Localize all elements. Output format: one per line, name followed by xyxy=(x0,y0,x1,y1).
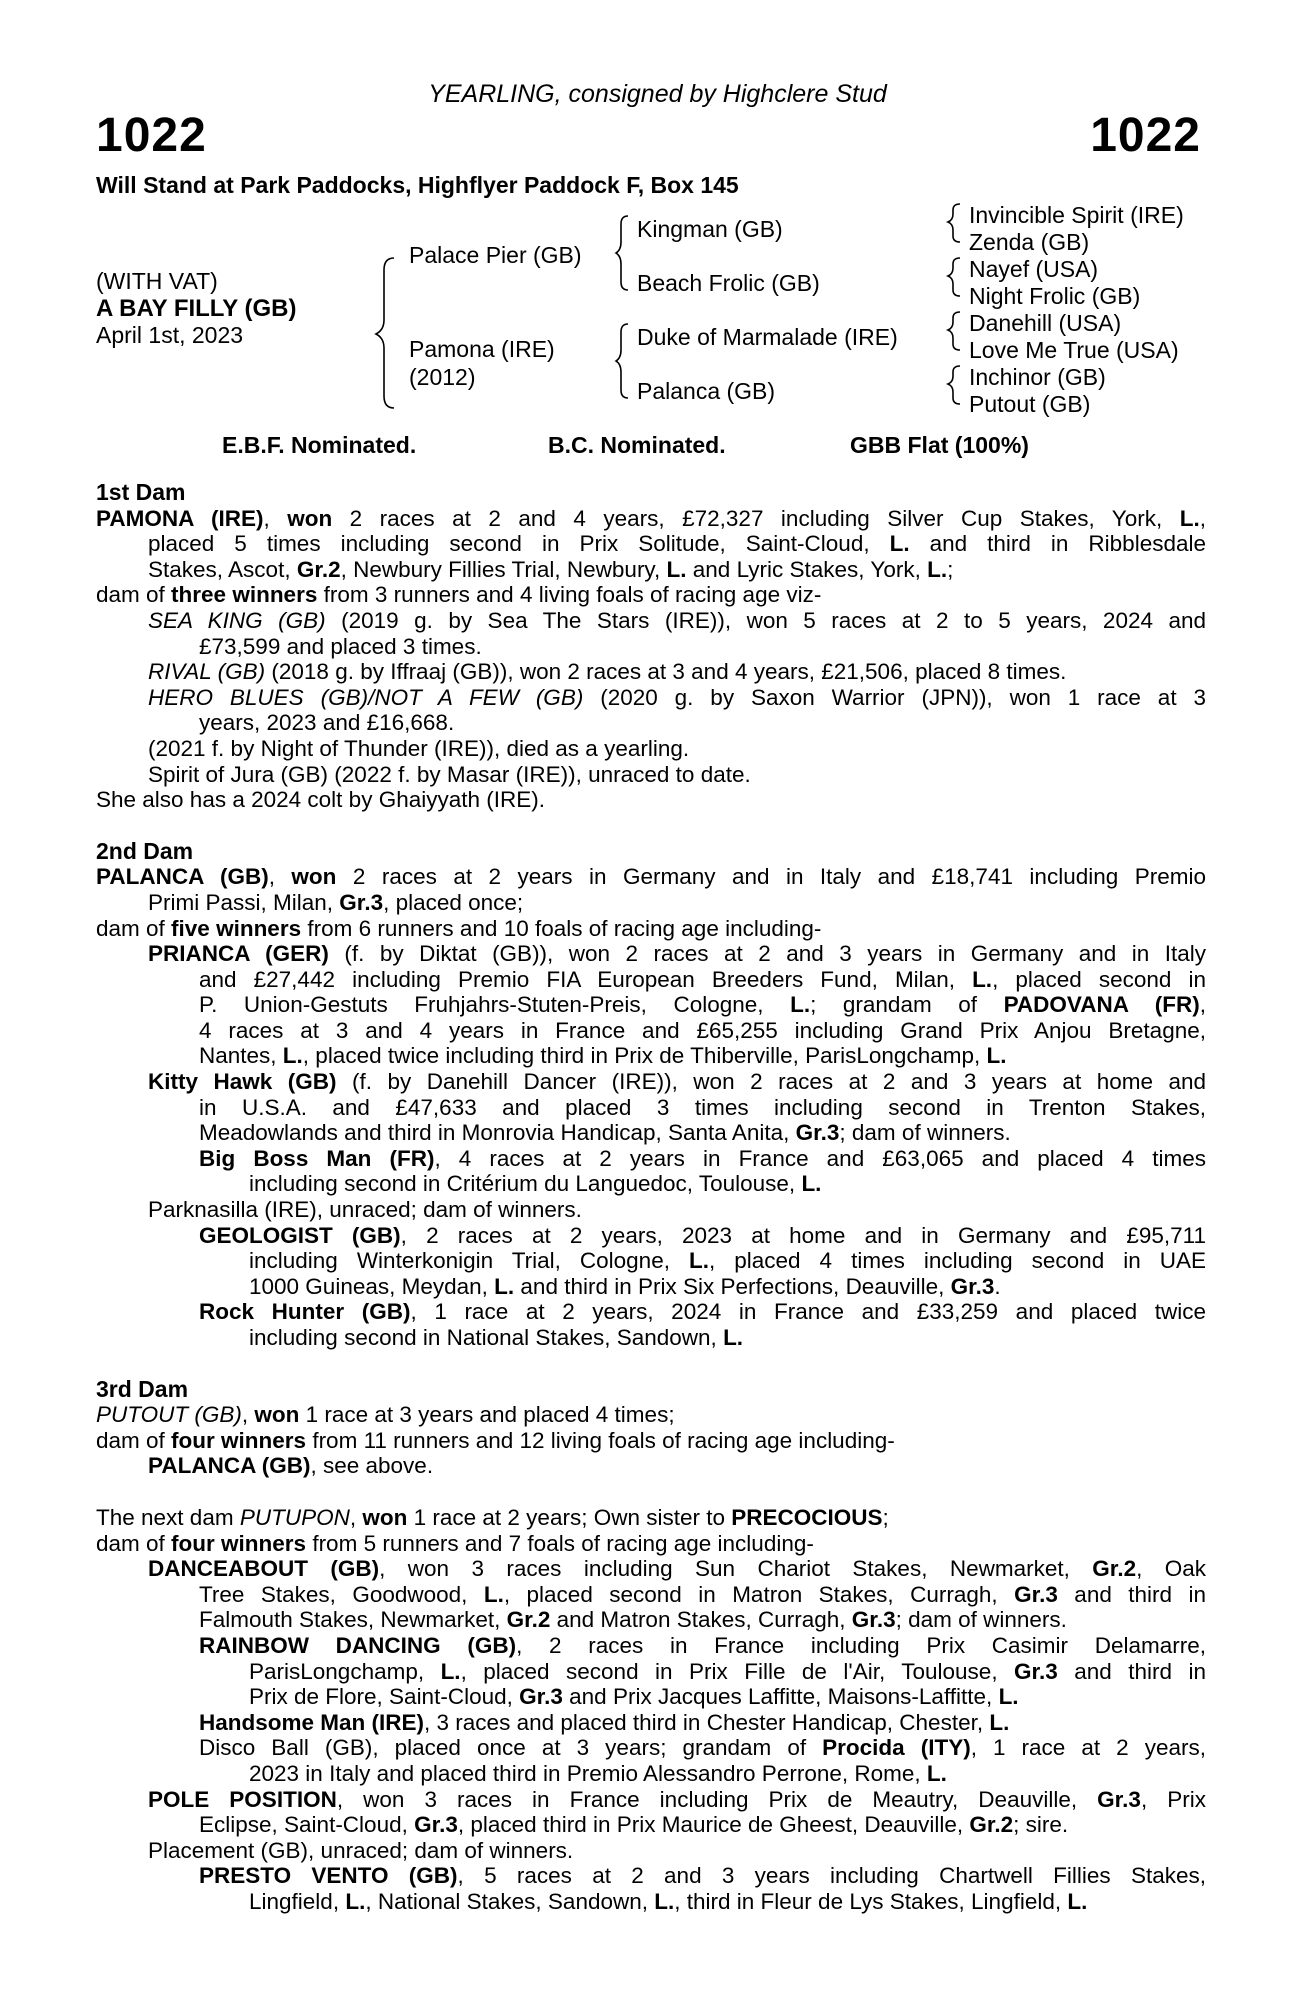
next-dam-line: Disco Ball (GB), placed once at 3 years; grandam of Procida (ITY), 1 race at 2 years, xyxy=(199,1735,1206,1761)
bracket-sire xyxy=(616,216,628,290)
pedigree-g6: Love Me True (USA) xyxy=(969,337,1179,363)
bracket-g12 xyxy=(948,204,960,242)
pedigree-g7: Inchinor (GB) xyxy=(969,364,1106,390)
third-dam-line: PUTOUT (GB), won 1 race at 3 years and placed 4 times; xyxy=(96,1402,675,1428)
first-dam-line: SEA KING (GB) (2019 g. by Sea The Stars (IRE)), won 5 races at 2 to 5 years, 2024 and xyxy=(148,607,1206,633)
bc-nomination: B.C. Nominated. xyxy=(548,432,726,458)
next-dam-line: DANCEABOUT (GB), won 3 races including Sun Chariot Stakes, Newmarket, Gr.2, Oak xyxy=(148,1556,1206,1582)
second-dam-line: including second in National Stakes, Sandown, L. xyxy=(249,1325,744,1350)
first-dam-line: £73,599 and placed 3 times. xyxy=(199,633,482,659)
first-dam-line: RIVAL (GB) (2018 g. by Iffraaj (GB)), won 2 races at 3 and 4 years, £21,506, placed 8 times. xyxy=(148,659,1067,685)
pedigree-sire-dam: Beach Frolic (GB) xyxy=(637,270,820,296)
next-dam-line: POLE POSITION, won 3 races in France including Prix de Meautry, Deauville, Gr.3, Prix xyxy=(148,1786,1206,1812)
pedigree-g4: Night Frolic (GB) xyxy=(969,283,1141,309)
bracket-g56 xyxy=(948,312,960,350)
subject-name: A BAY FILLY (GB) xyxy=(96,295,297,322)
pedigree-g8: Putout (GB) xyxy=(969,391,1091,417)
next-dam-line: RAINBOW DANCING (GB), 2 races in France including Prix Casimir Delamarre, xyxy=(199,1632,1207,1658)
next-dam-line: Prix de Flore, Saint-Cloud, Gr.3 and Prix Jacques Laffitte, Maisons-Laffitte, L. xyxy=(249,1684,1019,1710)
next-dam-line: PRESTO VENTO (GB), 5 races at 2 and 3 years including Chartwell Fillies Stakes, xyxy=(199,1863,1206,1889)
pedigree-brackets xyxy=(0,0,1315,440)
vat-note: (WITH VAT) xyxy=(96,268,218,294)
pedigree-g5: Danehill (USA) xyxy=(969,310,1122,336)
next-dam-line: Lingfield, L., National Stakes, Sandown, L., third in Fleur de Lys Stakes, Lingfield, L. xyxy=(249,1888,1088,1914)
next-dam-line: Falmouth Stakes, Newmarket, Gr.2 and Matron Stakes, Curragh, Gr.3; dam of winners. xyxy=(199,1607,1067,1633)
next-dam-line: Handsome Man (IRE), 3 races and placed third in Chester Handicap, Chester, L. xyxy=(199,1709,1010,1735)
second-dam-line: Parknasilla (IRE), unraced; dam of winners. xyxy=(148,1197,582,1223)
stabling-location: Will Stand at Park Paddocks, Highflyer Paddock F, Box 145 xyxy=(96,172,739,198)
third-dam-heading: 3rd Dam xyxy=(96,1375,189,1402)
second-dam-line: Kitty Hawk (GB) (f. by Danehill Dancer (IRE)), won 2 races at 2 and 3 years at home and xyxy=(148,1069,1207,1095)
pedigree-g2: Zenda (GB) xyxy=(969,229,1090,255)
second-dam-line: PRIANCA (GER) (f. by Diktat (GB)), won 2 races at 2 and 3 years in Germany and in Italy xyxy=(148,941,1206,967)
lot-number-left: 1022 xyxy=(96,109,207,162)
subject-foaled: April 1st, 2023 xyxy=(96,322,244,348)
first-dam-line: years, 2023 and £16,668. xyxy=(199,710,455,736)
second-dam-line: P. Union-Gestuts Fruhjahrs-Stuten-Preis, Cologne, L.; grandam of PADOVANA (FR), xyxy=(199,992,1206,1018)
lot-subtitle: YEARLING, consigned by Highclere Stud xyxy=(428,80,887,108)
pedigree-sire: Palace Pier (GB) xyxy=(409,242,582,268)
next-dam-line: 2023 in Italy and placed third in Premio Alessandro Perrone, Rome, L. xyxy=(249,1760,947,1786)
second-dam-line: Meadowlands and third in Monrovia Handicap, Santa Anita, Gr.3; dam of winners. xyxy=(199,1120,1011,1146)
bracket-g34 xyxy=(948,258,960,296)
second-dam-line: in U.S.A. and £47,633 and placed 3 times including second in Trenton Stakes, xyxy=(199,1094,1206,1120)
second-dam-heading: 2nd Dam xyxy=(96,837,194,864)
third-dam-line: dam of four winners from 11 runners and 12 living foals of racing age including- xyxy=(96,1427,895,1453)
bracket-g78 xyxy=(948,366,960,404)
lot-number-right: 1022 xyxy=(1090,109,1201,162)
next-dam-line: Tree Stakes, Goodwood, L., placed second in Matron Stakes, Curragh, Gr.3 and third in xyxy=(199,1581,1206,1607)
second-dam-line: Rock Hunter (GB), 1 race at 2 years, 2024 in France and £33,259 and placed twice xyxy=(199,1299,1206,1325)
pedigree-dam-dam: Palanca (GB) xyxy=(637,378,776,404)
second-dam-line: including Winterkonigin Trial, Cologne, L., placed 4 times including second in UAE xyxy=(249,1248,1206,1274)
bracket-main xyxy=(376,258,394,408)
pedigree-g3: Nayef (USA) xyxy=(969,256,1099,282)
pedigree-g1: Invincible Spirit (IRE) xyxy=(969,202,1184,228)
pedigree-dam-sire: Duke of Marmalade (IRE) xyxy=(637,324,898,350)
next-dam-line: dam of four winners from 5 runners and 7 foals of racing age including- xyxy=(96,1530,814,1556)
pedigree-dam: Pamona (IRE) xyxy=(409,336,555,362)
first-dam-line: Stakes, Ascot, Gr.2, Newbury Fillies Trial, Newbury, L. and Lyric Stakes, York, L.; xyxy=(148,556,954,582)
first-dam-line: HERO BLUES (GB)/NOT A FEW (GB) (2020 g. by Saxon Warrior (JPN)), won 1 race at 3 xyxy=(148,684,1206,710)
first-dam-line: Spirit of Jura (GB) (2022 f. by Masar (IRE)), unraced to date. xyxy=(148,761,751,787)
bracket-dam xyxy=(616,324,628,398)
second-dam-line: and £27,442 including Premio FIA European Breeders Fund, Milan, L., placed second in xyxy=(199,966,1206,992)
third-dam-line: PALANCA (GB), see above. xyxy=(148,1453,434,1479)
ebf-nomination: E.B.F. Nominated. xyxy=(222,432,417,458)
first-dam-line: PAMONA (IRE), won 2 races at 2 and 4 years, £72,327 including Silver Cup Stakes, York, L., xyxy=(96,505,1206,531)
next-dam-line: Placement (GB), unraced; dam of winners. xyxy=(148,1837,574,1863)
second-dam-line: GEOLOGIST (GB), 2 races at 2 years, 2023 at home and in Germany and £95,711 xyxy=(199,1222,1207,1248)
first-dam-line: placed 5 times including second in Prix Solitude, Saint-Cloud, L. and third in Ribblesdale xyxy=(148,531,1206,557)
second-dam-line: Nantes, L., placed twice including third in Prix de Thiberville, ParisLongchamp, L. xyxy=(199,1043,1007,1069)
second-dam-line: 4 races at 3 and 4 years in France and £65,255 including Grand Prix Anjou Bretagne, xyxy=(199,1017,1206,1043)
first-dam-line: She also has a 2024 colt by Ghaiyyath (IRE). xyxy=(96,787,545,813)
second-dam-line: 1000 Guineas, Meydan, L. and third in Prix Six Perfections, Deauville, Gr.3. xyxy=(249,1273,1001,1299)
next-dam-line: ParisLongchamp, L., placed second in Prix Fille de l'Air, Toulouse, Gr.3 and third in xyxy=(249,1658,1207,1684)
second-dam-line: including second in Critérium du Languedoc, Toulouse, L. xyxy=(249,1171,822,1197)
first-dam-line: dam of three winners from 3 runners and 4 living foals of racing age viz- xyxy=(96,582,822,608)
second-dam-line: Big Boss Man (FR), 4 races at 2 years in France and £63,065 and placed 4 times xyxy=(199,1145,1207,1171)
gbb-flat: GBB Flat (100%) xyxy=(850,432,1029,458)
first-dam-line: (2021 f. by Night of Thunder (IRE)), died as a yearling. xyxy=(148,735,690,761)
next-dam-line: Eclipse, Saint-Cloud, Gr.3, placed third in Prix Maurice de Gheest, Deauville, Gr.2; sire. xyxy=(199,1812,1069,1838)
pedigree-sire-sire: Kingman (GB) xyxy=(637,216,783,242)
second-dam-line: PALANCA (GB), won 2 races at 2 years in Germany and in Italy and £18,741 including Premio xyxy=(96,864,1206,890)
second-dam-line: Primi Passi, Milan, Gr.3, placed once; xyxy=(148,889,524,915)
first-dam-heading: 1st Dam xyxy=(96,479,186,505)
next-dam-line: The next dam PUTUPON, won 1 race at 2 years; Own sister to PRECOCIOUS; xyxy=(96,1504,889,1530)
pedigree-dam-year: (2012) xyxy=(409,364,476,390)
pedigree-body xyxy=(96,480,1206,1914)
second-dam-line: dam of five winners from 6 runners and 10 foals of racing age including- xyxy=(96,915,822,941)
